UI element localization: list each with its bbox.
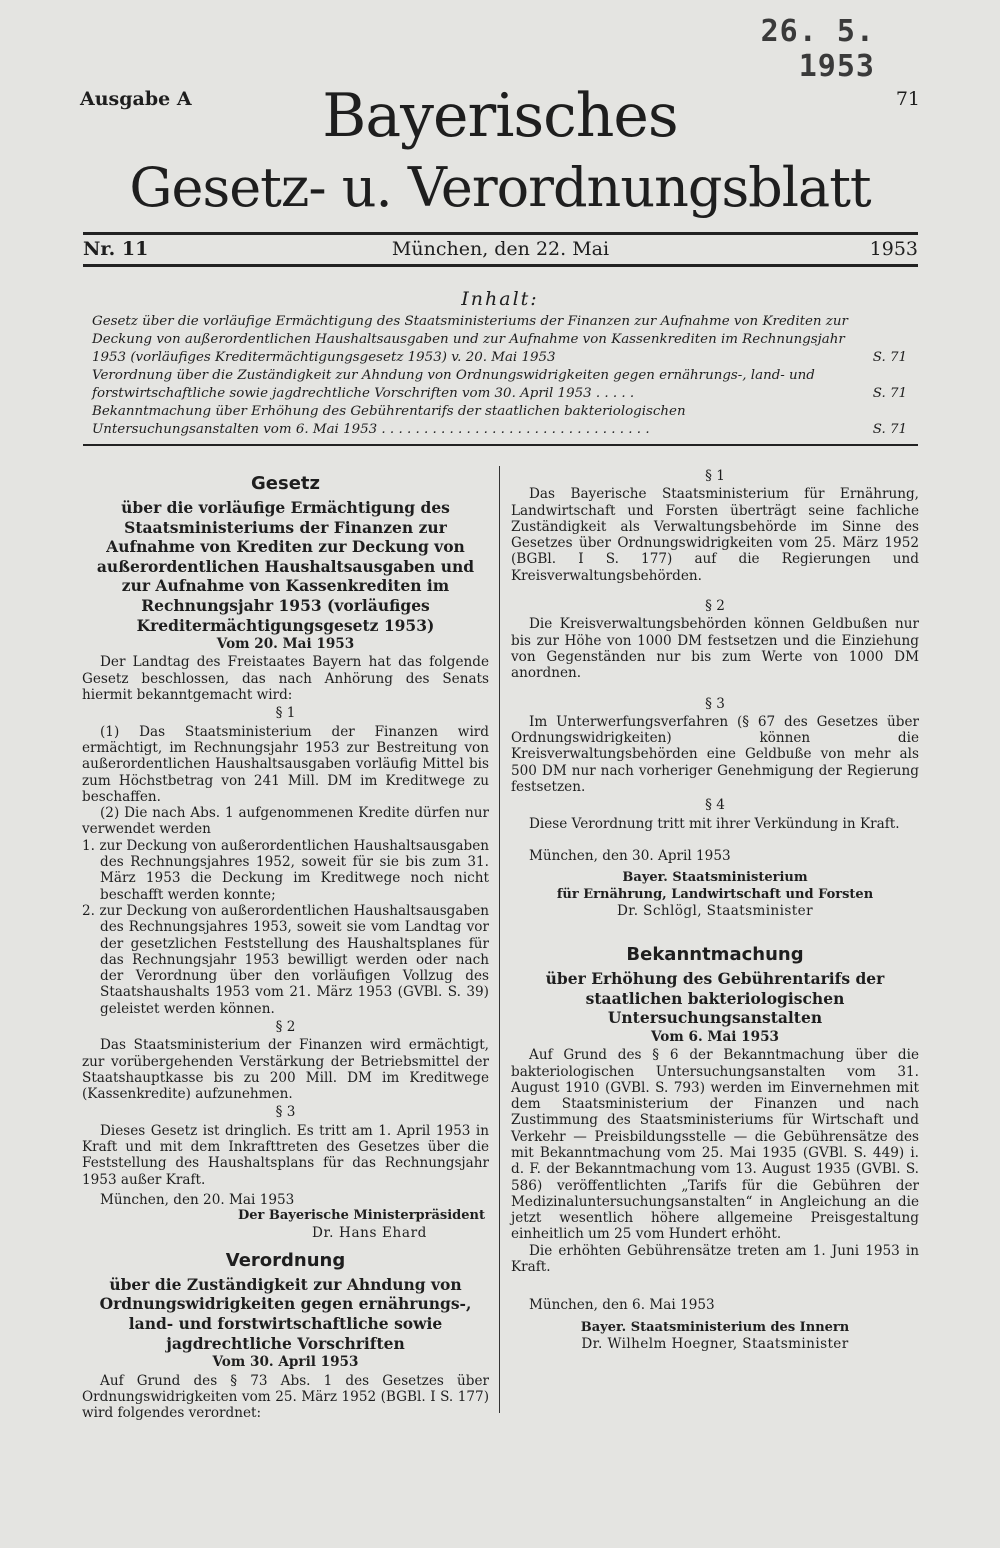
edition-label: Ausgabe A xyxy=(80,88,192,110)
bekanntmachung-paragraph-2: Die erhöhten Gebührensätze treten am 1. Juni 1953 in Kraft. xyxy=(511,1242,919,1276)
gesetz-subtitle: über die vorläufige Ermächtigung des Staatsministeriums der Finanzen zur Aufnahme von Krediten zur Deckung von außerordentlichen Haushaltsausgaben und zur Aufnahme von Kassenkrediten im Rechnungsjahr 1953 (vorläufiges Kreditermächtigungsgesetz 1953) xyxy=(96,498,475,635)
column-divider xyxy=(499,466,500,1413)
masthead-bottom-rule xyxy=(83,264,918,267)
gesetz-section-1: § 1 xyxy=(275,705,296,722)
left-column xyxy=(82,466,489,1421)
gesetz-s3-paragraph: Dieses Gesetz ist dringlich. Es tritt am 1. April 1953 in Kraft und mit dem Inkrafttreten des Gesetzes über die Feststellung des Haushaltsplans für das Rechnungsjahr 1953 außer Kraft. xyxy=(82,1122,489,1188)
verordnung-s4-paragraph: Diese Verordnung tritt mit ihrer Verkündung in Kraft. xyxy=(529,815,900,832)
gesetz-s1-paragraph-2: (2) Die nach Abs. 1 aufgenommenen Kredite dürfen nur verwendet werden xyxy=(82,805,489,838)
verordnung-section-4: § 4 xyxy=(705,797,725,814)
gesetz-place-date: München, den 20. Mai 1953 xyxy=(100,1191,295,1208)
gesetz-heading: Gesetz xyxy=(251,473,320,494)
verordnung-signatory-name: Dr. Schlögl, Staatsminister xyxy=(617,902,813,919)
verordnung-section-3: § 3 xyxy=(705,695,725,712)
toc-entry-text: Gesetz über die vorläufige Ermächtigung des Staatsministeriums der Finanzen zur Aufnahme von Krediten zur Deckung von außerordentlichen Haushaltsausgaben und zur Aufnahme von Kassenkrediten im Rechnungsjahr 1953 (vorläufiges Kreditermächtigungsgesetz 1953) v. 20. Mai 1953 xyxy=(92,314,848,365)
masthead-top-rule xyxy=(83,232,918,235)
page-number: 71 xyxy=(895,88,920,110)
toc-entry xyxy=(92,367,907,403)
verordnung-subtitle: über die Zuständigkeit zur Ahndung von Ordnungswidrigkeiten gegen ernährungs-, land- und forstwirtschaftliche sowie jagdrechtliche Vorschriften xyxy=(99,1274,472,1353)
verordnung-signatory-body-2: für Ernährung, Landwirtschaft und Forsten xyxy=(556,886,874,902)
toc-entry xyxy=(92,313,907,367)
verordnung-signatory-body-1: Bayer. Staatsministerium xyxy=(622,870,808,886)
gesetz-date: Vom 20. Mai 1953 xyxy=(216,636,355,653)
gesetz-section-3: § 3 xyxy=(275,1104,296,1121)
verordnung-s3-paragraph: Im Unterwerfungsverfahren (§ 67 des Gesetzes über Ordnungswidrigkeiten) können die Kreisverwaltungsbehörden eine Geldbuße von mehr als 500 DM nur nach vorheriger Genehmigung der Regierung festsetzen. xyxy=(511,713,919,796)
gesetz-signatory-name: Dr. Hans Ehard xyxy=(312,1224,427,1241)
right-column xyxy=(511,466,919,1352)
received-date-stamp: 26. 5. 1953 xyxy=(760,14,875,84)
gesetz-s1-paragraph-1: (1) Das Staatsministerium der Finanzen wird ermächtigt, im Rechnungsjahr 1953 zur Bestreitung von außerordentlichen Haushaltsausgaben vorläufig Mittel bis zum Höchstbetrag von 241 Mill. DM im Kreditwege zu beschaffen. xyxy=(82,723,489,805)
verordnung-s1-paragraph: Das Bayerische Staatsministerium für Ernährung, Landwirtschaft und Forsten überträgt seine fachliche Zuständigkeit als Verwaltungsbehörde im Sinne des Gesetzes über Ordnungswidrigkeiten vom 25. März 1952 (BGBl. I S. 177) auf die Regierungen und Kreisverwaltungsbehörden. xyxy=(511,486,919,584)
toc-entry-text: Bekanntmachung über Erhöhung des Gebührentarifs der staatlichen bakteriologischen Untersuchungsanstalten vom 6. Mai 1953 . . . . . . . . . . . . . . . . . . . . . . . . . . . . . . . . xyxy=(92,404,686,437)
verordnung-s2-paragraph: Die Kreisverwaltungsbehörden können Geldbußen nur bis zur Höhe von 1000 DM festsetzen und die Einziehung von Gegenständen nur bis zum Werte von 1000 DM anordnen. xyxy=(511,616,919,682)
toc-entry xyxy=(92,403,907,439)
bekanntmachung-date: Vom 6. Mai 1953 xyxy=(651,1028,779,1045)
toc-entry-page: S. 71 xyxy=(872,422,907,437)
toc-heading: Inhalt: xyxy=(461,288,539,310)
gesetz-preamble: Der Landtag des Freistaates Bayern hat das folgende Gesetz beschlossen, das nach Anhörung des Senats hiermit bekanntgemacht wird: xyxy=(82,654,489,704)
verordnung-place-date: München, den 30. April 1953 xyxy=(529,847,731,864)
gesetz-s1-item-1: 1. zur Deckung von außerordentlichen Haushaltsausgaben des Rechnungsjahres 1952, soweit für sie bis zum 31. März 1953 die Deckung im Kreditwege noch nicht beschafft werden konnte; xyxy=(82,837,489,903)
gesetz-s1-item-2: 2. zur Deckung von außerordentlichen Haushaltsausgaben des Rechnungsjahres 1953, soweit sie vom Landtag vor der gesetzlichen Feststellung des Haushaltsplanes für das Rechnungsjahr 1953 bewilligt werden oder nach der Verordnung über den vorläufigen Vollzug des Staatshaushalts 1953 vom 21. März 1953 (GVBl. S. 39) geleistet werden können. xyxy=(82,902,489,1017)
verordnung-section-2: § 2 xyxy=(705,598,725,615)
verordnung-section-1: § 1 xyxy=(705,468,725,484)
issue-place-date: München, den 22. Mai xyxy=(391,238,610,260)
gesetz-section-2: § 2 xyxy=(275,1018,296,1035)
issue-number: Nr. 11 xyxy=(83,238,149,260)
table-of-contents xyxy=(92,313,907,439)
verordnung-date: Vom 30. April 1953 xyxy=(212,1354,359,1371)
masthead-title-line1: Bayerisches xyxy=(322,81,678,151)
toc-entry-text: Verordnung über die Zuständigkeit zur Ahndung von Ordnungswidrigkeiten gegen ernährungs-, land- und forstwirtschaftliche sowie jagdrechtliche Vorschriften vom 30. April 1953 . . . . . xyxy=(92,368,815,401)
bekanntmachung-subtitle: über Erhöhung des Gebührentarifs der staatlichen bakteriologischen Untersuchungsanstalten xyxy=(545,969,885,1028)
bekanntmachung-paragraph-1: Auf Grund des § 6 der Bekanntmachung über die bakteriologischen Untersuchungsanstalten vom 31. August 1910 (GVBl. S. 793) werden im Einvernehmen mit dem Staatsministerium der Finanzen und nach Zustimmung des Staatsministeriums für Wirtschaft und Verkehr — Preisbildungsstelle — die Gebührensätze des mit Bekanntmachung vom 25. Mai 1935 (GVBl. S. 449) i. d. F. der Bekanntmachung vom 13. August 1935 (GVBl. S. 586) veröffentlichten „Tarifs für die Gebühren der Medizinaluntersuchungsanstalten“ in Angleichung an die jetzt wesentlich höhere allgemeine Preisgestaltung einheitlich um 25 vom Hundert erhöht. xyxy=(511,1047,919,1243)
toc-bottom-rule xyxy=(83,444,918,446)
issue-year: 1953 xyxy=(869,238,918,260)
issue-line xyxy=(83,238,918,264)
verordnung-heading: Verordnung xyxy=(225,1249,346,1271)
bekanntmachung-signatory-body: Bayer. Staatsministerium des Innern xyxy=(580,1319,850,1335)
bekanntmachung-heading: Bekanntmachung xyxy=(626,944,804,966)
gesetz-s2-paragraph: Das Staatsministerium der Finanzen wird ermächtigt, zur vorübergehenden Verstärkung der Betriebsmittel der Staatshauptkasse bis zu 200 Mill. DM im Kreditwege (Kassenkredite) aufzunehmen. xyxy=(82,1037,489,1103)
toc-entry-page: S. 71 xyxy=(872,350,907,365)
bekanntmachung-place-date: München, den 6. Mai 1953 xyxy=(529,1297,715,1314)
gesetz-signatory-title: Der Bayerische Ministerpräsident xyxy=(237,1208,485,1224)
masthead-title-line2: Gesetz- u. Verordnungsblatt xyxy=(129,156,871,219)
bekanntmachung-signatory-name: Dr. Wilhelm Hoegner, Staatsminister xyxy=(581,1335,849,1352)
toc-entry-page: S. 71 xyxy=(872,386,907,401)
verordnung-preamble: Auf Grund des § 73 Abs. 1 des Gesetzes über Ordnungswidrigkeiten vom 25. März 1952 (BGBl. I S. 177) wird folgendes verordnet: xyxy=(82,1372,489,1422)
